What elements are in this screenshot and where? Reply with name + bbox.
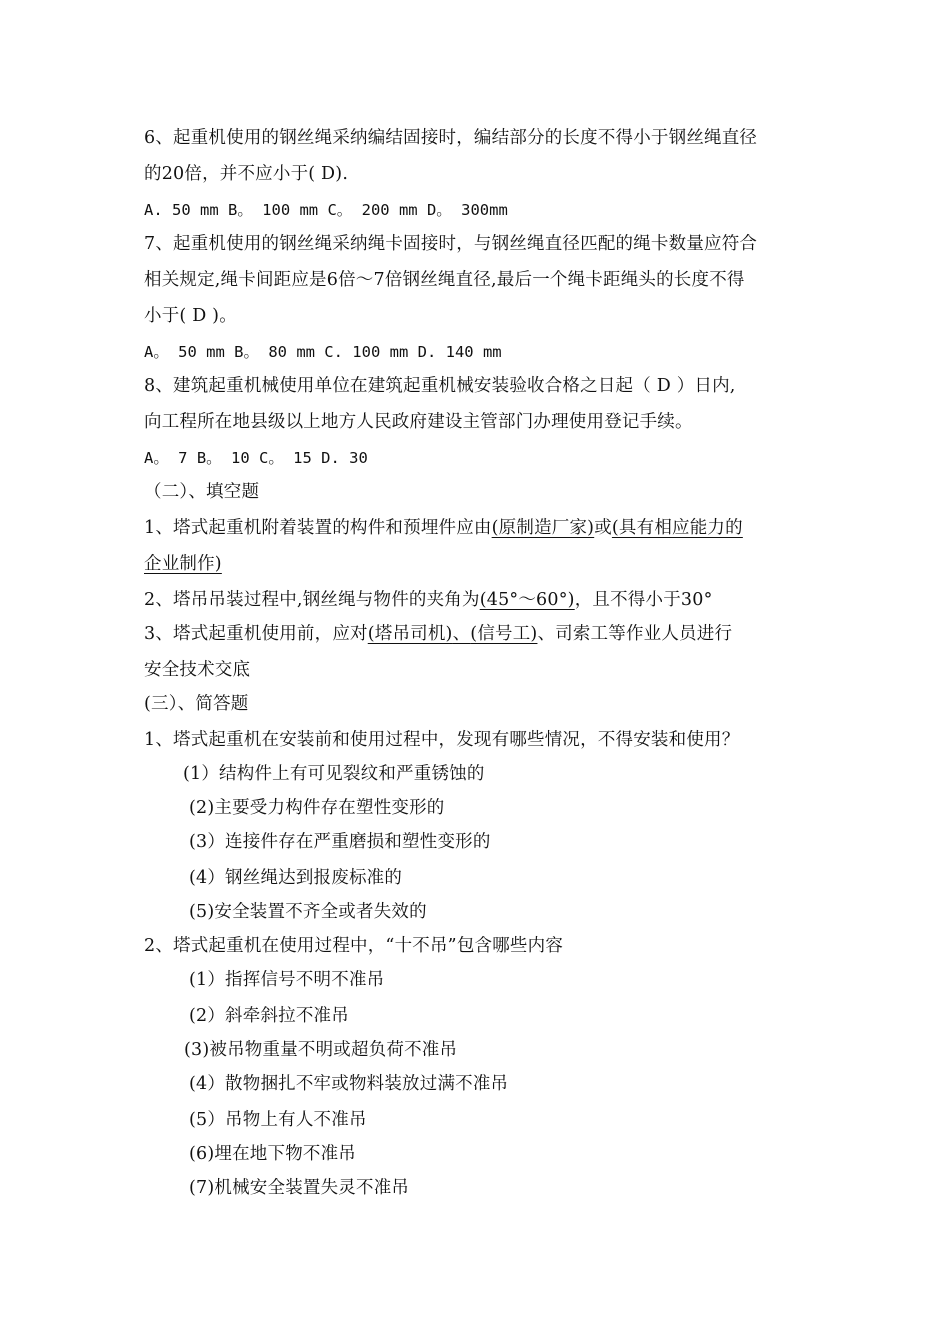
q8-line-1: 8、建筑起重机械使用单位在建筑起重机械安装验收合格之日起（ D ）日内,	[144, 376, 736, 396]
short-q1-item: (3）连接件存在严重磨损和塑性变形的	[189, 832, 491, 852]
short-q2-question: 2、塔式起重机在使用过程中，“十不吊”包含哪些内容	[144, 936, 564, 956]
fill-q1-line-1	[144, 516, 743, 540]
fill-q1-line-2	[144, 552, 222, 576]
fill-q1-blank-1: (原制造厂家)	[491, 518, 595, 538]
q7-line-3: 小于( D )。	[144, 306, 237, 326]
q7-line-2: 相关规定,绳卡间距应是6倍～7倍钢丝绳直径,最后一个绳卡距绳头的长度不得	[144, 270, 745, 290]
fill-q3-suffix: 、司索工等作业人员进行	[537, 624, 733, 644]
short-heading: (三）、简答题	[144, 694, 249, 714]
short-q1-item: (5)安全装置不齐全或者失效的	[189, 902, 427, 922]
short-q1-question: 1、塔式起重机在安装前和使用过程中，发现有哪些情况，不得安装和使用？	[144, 730, 740, 750]
q7-line-1: 7、起重机使用的钢丝绳采纳绳卡固接时，与钢丝绳直径匹配的绳卡数量应符合	[144, 234, 758, 254]
short-q2-item: (4）散物捆扎不牢或物料装放过满不准吊	[189, 1074, 509, 1094]
short-q2-item: (3)被吊物重量不明或超负荷不准吊	[184, 1040, 458, 1060]
short-q2-item: (1）指挥信号不明不准吊	[189, 970, 385, 990]
short-q1-item: (4）钢丝绳达到报废标准的	[189, 868, 403, 888]
fill-q3-sep: 、	[452, 624, 471, 644]
q8-options: A。 7 B。 10 C。 15 D. 30	[144, 449, 368, 467]
short-q1-item: (2)主要受力构件存在塑性变形的	[189, 798, 445, 818]
fill-heading: （二）、填空题	[144, 482, 260, 502]
fill-q3-blank-1: (塔吊司机)	[367, 624, 453, 644]
fill-q3-line-1	[144, 622, 732, 646]
q6-line-2: 的20倍，并不应小于( D).	[144, 164, 349, 184]
short-q2-item: (5）吊物上有人不准吊	[189, 1110, 367, 1130]
fill-q2-blank: (45°～60°)	[479, 590, 575, 610]
fill-q3-blank-2: (信号工)	[470, 624, 538, 644]
fill-q1-prefix: 1、塔式起重机附着装置的构件和预埋件应由	[144, 518, 492, 538]
fill-q3-prefix: 3、塔式起重机使用前，应对	[144, 624, 368, 644]
fill-q1-blank-2a: (具有相应能力的	[611, 518, 743, 538]
short-q2-item: (6)埋在地下物不准吊	[189, 1144, 356, 1164]
fill-q1-blank-2b: 企业制作)	[144, 554, 222, 574]
q7-options: A。 50 mm B。 80 mm C. 100 mm D. 140 mm	[144, 343, 502, 361]
q6-options: A. 50 mm B。 100 mm C。 200 mm D。 300mm	[144, 201, 508, 219]
fill-q1-mid: 或	[594, 518, 612, 538]
short-q2-item: (2）斜牵斜拉不准吊	[189, 1006, 349, 1026]
short-q1-item: (1）结构件上有可见裂纹和严重锈蚀的	[183, 764, 485, 784]
q6-line-1: 6、起重机使用的钢丝绳采纳编结固接时，编结部分的长度不得小于钢丝绳直径	[144, 128, 758, 148]
fill-q2-line	[144, 588, 713, 612]
fill-q3-line-2: 安全技术交底	[144, 660, 251, 680]
fill-q2-suffix: ，且不得小于30°	[574, 590, 713, 610]
q8-line-2: 向工程所在地县级以上地方人民政府建设主管部门办理使用登记手续。	[144, 412, 693, 432]
fill-q2-prefix: 2、塔吊吊装过程中,钢丝绳与物件的夹角为	[144, 590, 480, 610]
short-q2-item: (7)机械安全装置失灵不准吊	[189, 1178, 410, 1198]
